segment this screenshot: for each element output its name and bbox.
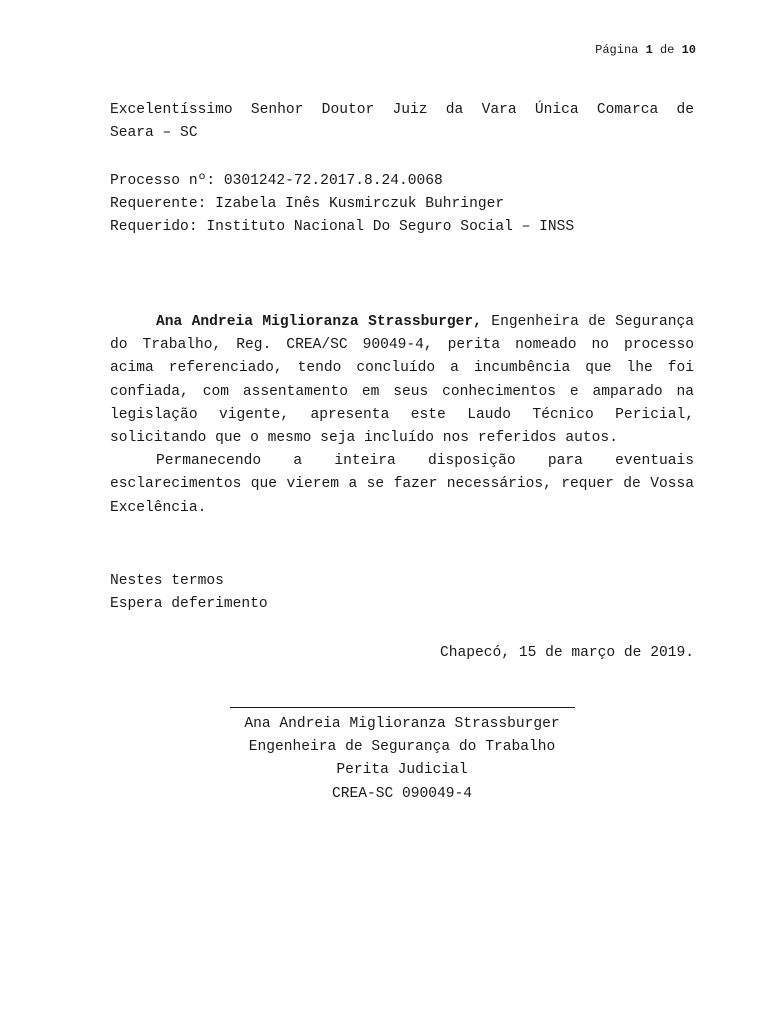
closing-line-1: Nestes termos <box>110 573 224 589</box>
closing-block <box>110 570 694 616</box>
signature-block <box>210 713 594 806</box>
signer-name: Ana Andreia Miglioranza Strassburger <box>244 716 560 732</box>
addressee-line-2: Seara – SC <box>110 125 198 142</box>
closing-line-2: Espera deferimento <box>110 596 268 613</box>
signature-line <box>230 707 575 708</box>
respondent: Requerido: Instituto Nacional Do Seguro Social – INSS <box>110 219 575 236</box>
signer-registration: CREA-SC 090049-4 <box>331 785 473 802</box>
page-number-separator: de <box>659 43 675 57</box>
page-number <box>595 42 696 58</box>
date-line: Chapecó, 15 de março de 2019. <box>440 645 694 661</box>
addressee-block <box>110 99 694 145</box>
letter-body <box>110 311 694 520</box>
body-paragraph-1-text: Engenheira de Segurança do Trabalho, Reg. CREA/SC 90049-4, perita nomeado no processo acima referenciado, tendo concluído a incumbência que lhe foi confiada, com assentamento em seus conhecimentos e amparado na legislação vigente, apresenta este Laudo Técnico Pericial, solicitando que o mesmo seja incluído nos referidos autos. <box>110 314 694 447</box>
page-number-total: 10 <box>681 43 696 57</box>
page-number-current: 1 <box>645 43 653 57</box>
addressee-line-1: Excelentíssimo Senhor Doutor Juiz da Vara Única Comarca de <box>110 102 694 118</box>
body-paragraph-1 <box>110 311 694 450</box>
requester: Requerente: Izabela Inês Kusmirczuk Buhringer <box>110 196 505 213</box>
author-name: Ana Andreia Miglioranza Strassburger, <box>156 314 482 330</box>
signer-role: Perita Judicial <box>336 762 468 779</box>
body-paragraph-2: Permanecendo a inteira disposição para eventuais esclarecimentos que vierem a se fazer necessários, requer de Vossa Excelência. <box>110 453 694 516</box>
signer-title: Engenheira de Segurança do Trabalho <box>248 739 556 756</box>
process-number: Processo nº: 0301242-72.2017.8.24.0068 <box>110 173 443 189</box>
case-info-block <box>110 170 694 240</box>
page-number-prefix: Página <box>595 43 639 57</box>
